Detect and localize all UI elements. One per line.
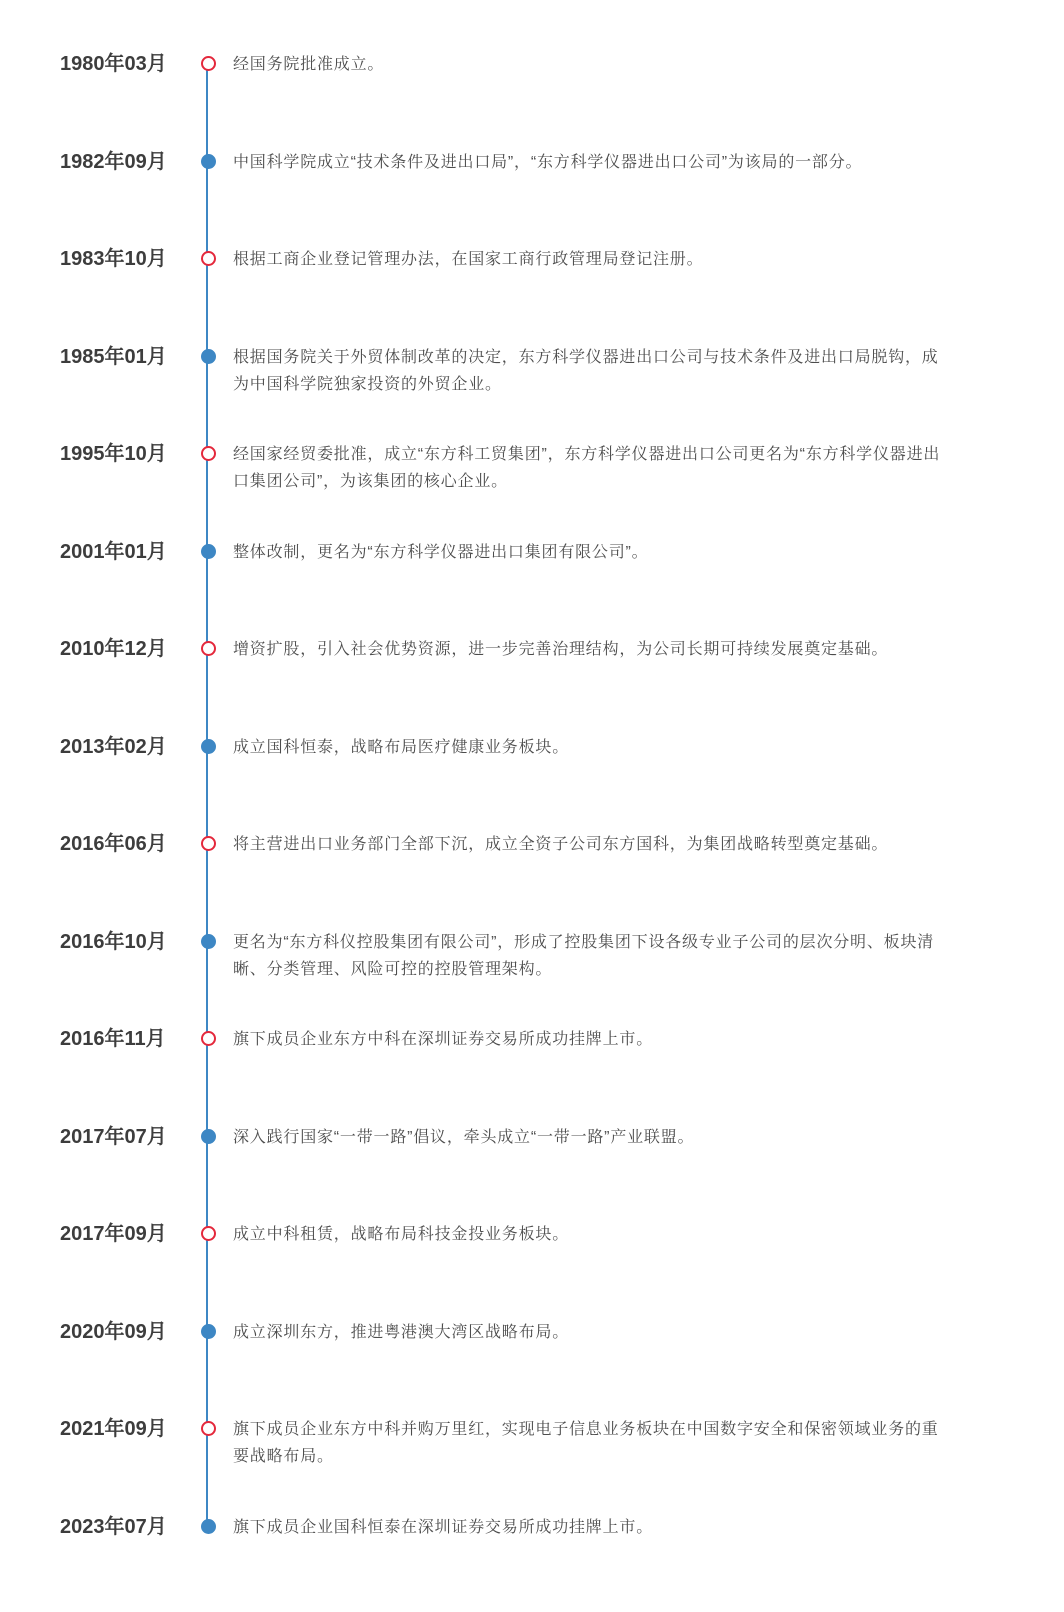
timeline-dot-icon xyxy=(191,540,225,559)
timeline-entry-description: 整体改制，更名为“东方科学仪器进出口集团有限公司”。 xyxy=(233,539,945,566)
timeline-dot-icon xyxy=(191,735,225,754)
timeline-entry xyxy=(60,345,1064,443)
timeline-entry xyxy=(60,540,1064,638)
timeline-dot xyxy=(201,1421,216,1436)
timeline-entry xyxy=(60,930,1064,1028)
timeline-dot xyxy=(201,1324,216,1339)
timeline-dot-icon xyxy=(191,247,225,266)
timeline-entry-date: 2023年07月 xyxy=(60,1515,191,1540)
timeline-entry xyxy=(60,832,1064,930)
timeline-dot xyxy=(201,1226,216,1241)
timeline-dot-icon xyxy=(191,1125,225,1144)
timeline-entry-description: 增资扩股，引入社会优势资源，进一步完善治理结构，为公司长期可持续发展奠定基础。 xyxy=(233,636,945,663)
timeline-entry-date: 2016年11月 xyxy=(60,1027,191,1052)
timeline-entry-date: 1985年01月 xyxy=(60,345,191,370)
timeline-dot xyxy=(201,836,216,851)
timeline-dot xyxy=(201,154,216,169)
timeline-entry-date: 1983年10月 xyxy=(60,247,191,272)
timeline-dot xyxy=(201,349,216,364)
timeline-dot-icon xyxy=(191,52,225,71)
timeline-entry-date: 2010年12月 xyxy=(60,637,191,662)
timeline-dot xyxy=(201,739,216,754)
timeline-dot xyxy=(201,641,216,656)
timeline-entry-description: 根据工商企业登记管理办法，在国家工商行政管理局登记注册。 xyxy=(233,246,945,273)
timeline-dot-icon xyxy=(191,150,225,169)
timeline-entry xyxy=(60,150,1064,248)
timeline-entry xyxy=(60,442,1064,540)
timeline-entry xyxy=(60,1320,1064,1418)
timeline-dot xyxy=(201,544,216,559)
timeline-entry-description: 经国家经贸委批准，成立“东方科工贸集团”，东方科学仪器进出口公司更名为“东方科学仪器进出口集团公司”，为该集团的核心企业。 xyxy=(233,441,945,495)
timeline-entry-description: 深入践行国家“一带一路”倡议，牵头成立“一带一路”产业联盟。 xyxy=(233,1124,945,1151)
timeline-entry-description: 更名为“东方科仪控股集团有限公司”，形成了控股集团下设各级专业子公司的层次分明、板块清晰、分类管理、风险可控的控股管理架构。 xyxy=(233,929,945,983)
timeline-entry xyxy=(60,735,1064,833)
timeline-entry-description: 成立中科租赁，战略布局科技金投业务板块。 xyxy=(233,1221,945,1248)
timeline-entry xyxy=(60,247,1064,345)
timeline-dot-icon xyxy=(191,1515,225,1534)
timeline-entry xyxy=(60,1222,1064,1320)
timeline-entry-date: 2020年09月 xyxy=(60,1320,191,1345)
timeline-entry xyxy=(60,52,1064,150)
timeline-entry-description: 旗下成员企业东方中科在深圳证券交易所成功挂牌上市。 xyxy=(233,1026,945,1053)
timeline-entry xyxy=(60,1417,1064,1515)
timeline-dot xyxy=(201,1031,216,1046)
timeline-dot-icon xyxy=(191,1222,225,1241)
timeline-entry-date: 2016年10月 xyxy=(60,930,191,955)
timeline-dot-icon xyxy=(191,930,225,949)
timeline-entry-description: 成立深圳东方，推进粤港澳大湾区战略布局。 xyxy=(233,1319,945,1346)
timeline-dot xyxy=(201,1129,216,1144)
timeline-entry-description: 经国务院批准成立。 xyxy=(233,51,945,78)
timeline-entry-description: 旗下成员企业国科恒泰在深圳证券交易所成功挂牌上市。 xyxy=(233,1514,945,1541)
timeline-dot xyxy=(201,446,216,461)
timeline-entry-date: 2013年02月 xyxy=(60,735,191,760)
timeline-dot-icon xyxy=(191,1320,225,1339)
timeline-entry-date: 2017年07月 xyxy=(60,1125,191,1150)
timeline-entry-date: 2021年09月 xyxy=(60,1417,191,1442)
timeline-dot-icon xyxy=(191,1027,225,1046)
timeline-entry-description: 成立国科恒泰，战略布局医疗健康业务板块。 xyxy=(233,734,945,761)
timeline-entry-description: 旗下成员企业东方中科并购万里红，实现电子信息业务板块在中国数字安全和保密领域业务的重要战略布局。 xyxy=(233,1416,945,1470)
timeline-entry xyxy=(60,1125,1064,1223)
timeline-entry-date: 1980年03月 xyxy=(60,52,191,77)
timeline-entry-date: 2016年06月 xyxy=(60,832,191,857)
timeline-dot-icon xyxy=(191,442,225,461)
timeline-entry xyxy=(60,1027,1064,1125)
timeline-entry-description: 中国科学院成立“技术条件及进出口局”，“东方科学仪器进出口公司”为该局的一部分。 xyxy=(233,149,945,176)
timeline-dot xyxy=(201,934,216,949)
timeline-dot xyxy=(201,56,216,71)
timeline-entries xyxy=(60,52,1064,1612)
timeline-entry-date: 2017年09月 xyxy=(60,1222,191,1247)
timeline-entry-date: 1982年09月 xyxy=(60,150,191,175)
timeline-dot-icon xyxy=(191,832,225,851)
timeline-dot-icon xyxy=(191,1417,225,1436)
timeline-dot xyxy=(201,1519,216,1534)
timeline-entry-description: 根据国务院关于外贸体制改革的决定，东方科学仪器进出口公司与技术条件及进出口局脱钩，成为中国科学院独家投资的外贸企业。 xyxy=(233,344,945,398)
timeline-dot xyxy=(201,251,216,266)
timeline-entry-description: 将主营进出口业务部门全部下沉，成立全资子公司东方国科，为集团战略转型奠定基础。 xyxy=(233,831,945,858)
timeline-dot-icon xyxy=(191,637,225,656)
timeline-entry-date: 2001年01月 xyxy=(60,540,191,565)
timeline-entry xyxy=(60,637,1064,735)
timeline-entry-date: 1995年10月 xyxy=(60,442,191,467)
timeline-dot-icon xyxy=(191,345,225,364)
timeline-entry xyxy=(60,1515,1064,1612)
